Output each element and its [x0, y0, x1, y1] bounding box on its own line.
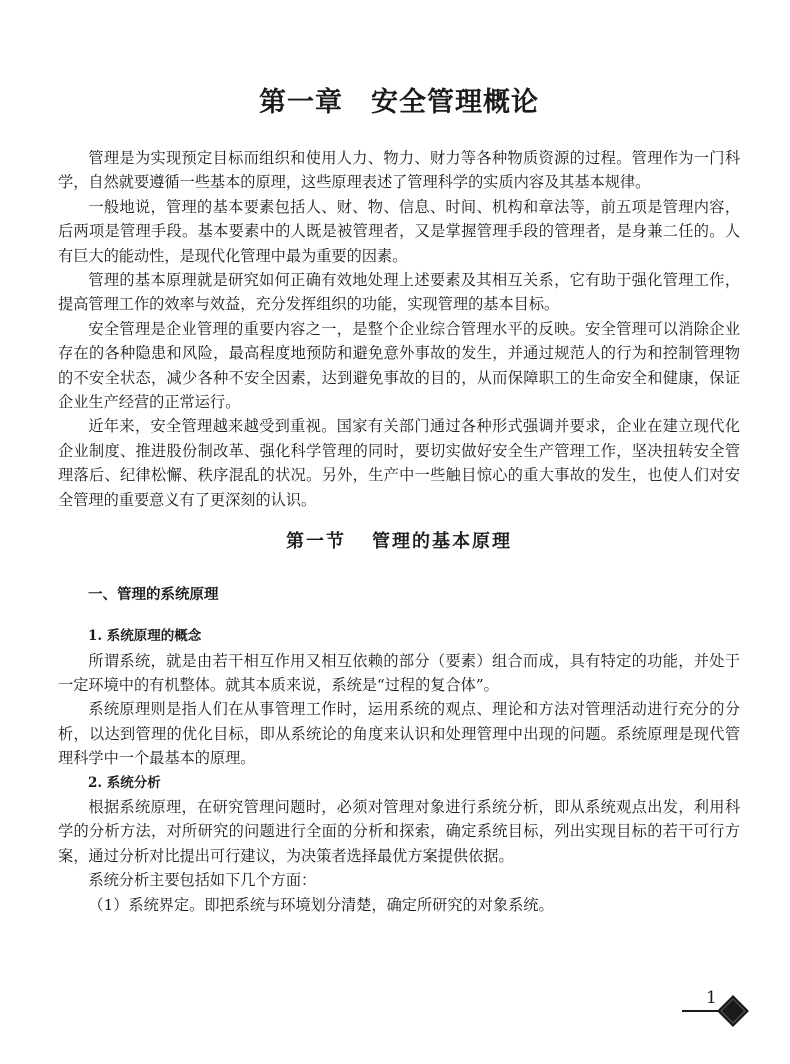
section-title — [58, 530, 740, 554]
chapter-name: 安全管理概论 — [371, 87, 539, 118]
section-number: 第一节 — [286, 531, 346, 553]
item1-paragraph-1: 所谓系统，就是由若干相互作用又相互依赖的部分（要素）组合而成，具有特定的功能，并处于一定环境中的有机整体。就其本质来说，系统是“过程的复合体”。 — [58, 651, 740, 694]
subsection-heading: 一、管理的系统原理 — [88, 587, 219, 604]
section-name: 管理的基本原理 — [372, 531, 512, 553]
diamond-ornament-icon — [716, 994, 750, 1028]
item2-paragraph-1: 根据系统原理，在研究管理问题时，必须对管理对象进行系统分析，即从系统观点出发，利用科学的分析方法，对所研究的问题进行全面的分析和探索，确定系统目标，列出实现目标的若干可行方案，通过分析对比提出可行建议，为决策者选择最优方案提供依据。 — [58, 797, 740, 865]
intro-paragraph-2: 一般地说，管理的基本要素包括人、财、物、信息、时间、机构和章法等，前五项是管理内容，后两项是管理手段。基本要素中的人既是被管理者，又是掌握管理手段的管理者，是身兼二任的。人有巨大的能动性，是现代化管理中最为重要的因素。 — [58, 197, 740, 265]
item2-paragraph-2: 系统分析主要包括如下几个方面： — [88, 871, 317, 890]
item1-paragraph-2: 系统原理则是指人们在从事管理工作时，运用系统的观点、理论和方法对管理活动进行充分的分析，以达到管理的优化目标，即从系统论的角度来认识和处理管理中出现的问题。系统原理是现代管理科学中一个最基本的原理。 — [58, 700, 740, 768]
chapter-title — [58, 88, 740, 118]
item2-paragraph-3: （1）系统界定。即把系统与环境划分清楚，确定所研究的对象系统。 — [88, 895, 554, 914]
intro-paragraph-1: 管理是为实现预定目标而组织和使用人力、物力、财力等各种物质资源的过程。管理作为一门科学，自然就要遵循一些基本的原理，这些原理表述了管理科学的实质内容及其基本规律。 — [58, 149, 740, 192]
page-number: 1 — [706, 988, 717, 1008]
diamond-ornament-shape — [717, 995, 749, 1027]
page-footer — [0, 988, 790, 1028]
item2-heading: 2. 系统分析 — [88, 774, 161, 791]
intro-paragraph-4: 安全管理是企业管理的重要内容之一，是整个企业综合管理水平的反映。安全管理可以消除企业存在的各种隐患和风险，最高程度地预防和避免意外事故的发生，并通过规范人的行为和控制管理物的不安全状态，减少各种不安全因素，达到避免事故的目的，从而保障职工的生命安全和健康，保证企业生产经营的正常运行。 — [58, 319, 740, 412]
intro-paragraph-5: 近年来，安全管理越来越受到重视。国家有关部门通过各种形式强调并要求，企业在建立现代化企业制度、推进股份制改革、强化科学管理的同时，要切实做好安全生产管理工作，坚决扭转安全管理落后、纪律松懈、秩序混乱的状况。另外，生产中一些触目惊心的重大事故的发生，也使人们对安全管理的重要意义有了更深刻的认识。 — [58, 417, 740, 509]
page-content — [58, 88, 740, 917]
chapter-number: 第一章 — [259, 87, 343, 118]
intro-paragraph-3: 管理的基本原理就是研究如何正确有效地处理上述要素及其相互关系，它有助于强化管理工作，提高管理工作的效率与效益，充分发挥组织的功能，实现管理的基本目标。 — [58, 271, 740, 314]
item1-heading: 1. 系统原理的概念 — [88, 628, 202, 645]
